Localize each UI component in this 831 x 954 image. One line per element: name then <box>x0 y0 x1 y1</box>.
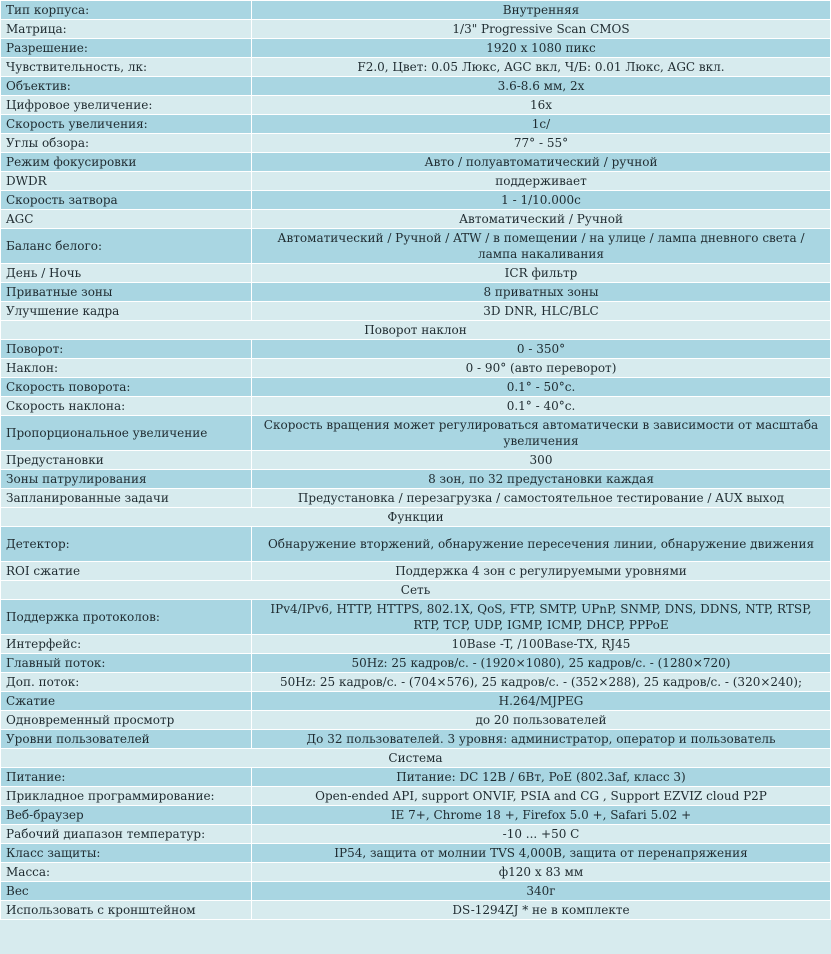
spec-value: 300 <box>252 451 831 470</box>
spec-label: Детектор: <box>1 527 252 562</box>
spec-row <box>1 378 831 397</box>
spec-label: День / Ночь <box>1 264 252 283</box>
spec-value: Автоматический / Ручной / ATW / в помещении / на улице / лампа дневного света / лампа накаливания <box>252 229 831 264</box>
spec-label: Пропорциональное увеличение <box>1 416 252 451</box>
section-header-row <box>1 321 831 340</box>
spec-row <box>1 451 831 470</box>
spec-value: До 32 пользователей. 3 уровня: администратор, оператор и пользователь <box>252 730 831 749</box>
spec-label: Интерфейс: <box>1 635 252 654</box>
spec-value: ф120 x 83 мм <box>252 863 831 882</box>
spec-label: Цифровое увеличение: <box>1 96 252 115</box>
spec-value: 1920 x 1080 пикс <box>252 39 831 58</box>
spec-label: Объектив: <box>1 77 252 96</box>
spec-value: Предустановка / перезагрузка / самостоятельное тестирование / AUX выход <box>252 489 831 508</box>
spec-value: H.264/MJPEG <box>252 692 831 711</box>
spec-value: Поддержка 4 зон с регулируемыми уровнями <box>252 562 831 581</box>
spec-value: Внутренняя <box>252 1 831 20</box>
spec-row <box>1 806 831 825</box>
spec-row <box>1 470 831 489</box>
spec-value: 0 - 90° (авто переворот) <box>252 359 831 378</box>
spec-row <box>1 654 831 673</box>
spec-label: Наклон: <box>1 359 252 378</box>
spec-label: Баланс белого: <box>1 229 252 264</box>
spec-value: 3D DNR, HLC/BLC <box>252 302 831 321</box>
spec-row <box>1 359 831 378</box>
spec-row <box>1 283 831 302</box>
spec-row <box>1 768 831 787</box>
spec-value: Питание: DC 12В / 6Вт, PoE (802.3af, класс 3) <box>252 768 831 787</box>
spec-label: Питание: <box>1 768 252 787</box>
spec-row <box>1 96 831 115</box>
spec-value: 0.1° - 40°c. <box>252 397 831 416</box>
spec-label: Предустановки <box>1 451 252 470</box>
spec-label: Разрешение: <box>1 39 252 58</box>
spec-label: Улучшение кадра <box>1 302 252 321</box>
spec-label: Вес <box>1 882 252 901</box>
spec-row <box>1 825 831 844</box>
spec-row <box>1 264 831 283</box>
section-title: Поворот наклон <box>1 321 831 340</box>
spec-label: Сжатие <box>1 692 252 711</box>
spec-value: 8 зон, по 32 предустановки каждая <box>252 470 831 489</box>
spec-value: 0 - 350° <box>252 340 831 359</box>
spec-label: ROI сжатие <box>1 562 252 581</box>
spec-row <box>1 229 831 264</box>
spec-label: Скорость затвора <box>1 191 252 210</box>
spec-row <box>1 191 831 210</box>
spec-label: Одновременный просмотр <box>1 711 252 730</box>
spec-label: AGC <box>1 210 252 229</box>
spec-row <box>1 302 831 321</box>
spec-row <box>1 730 831 749</box>
spec-row <box>1 1 831 20</box>
spec-label: DWDR <box>1 172 252 191</box>
section-header-row <box>1 749 831 768</box>
spec-value: до 20 пользователей <box>252 711 831 730</box>
spec-label: Скорость увеличения: <box>1 115 252 134</box>
spec-row <box>1 77 831 96</box>
spec-value: Open-ended API, support ONVIF, PSIA and CG , Support EZVIZ cloud P2P <box>252 787 831 806</box>
spec-row <box>1 787 831 806</box>
spec-row <box>1 863 831 882</box>
spec-label: Тип корпуса: <box>1 1 252 20</box>
spec-row <box>1 210 831 229</box>
spec-value: 0.1° - 50°c. <box>252 378 831 397</box>
spec-value: 16x <box>252 96 831 115</box>
spec-row <box>1 134 831 153</box>
spec-label: Поддержка протоколов: <box>1 600 252 635</box>
spec-label: Приватные зоны <box>1 283 252 302</box>
spec-label: Чувствительность, лк: <box>1 58 252 77</box>
spec-value: 1/3" Progressive Scan CMOS <box>252 20 831 39</box>
spec-value: 340г <box>252 882 831 901</box>
spec-value: Автоматический / Ручной <box>252 210 831 229</box>
spec-row <box>1 20 831 39</box>
spec-row <box>1 562 831 581</box>
spec-label: Углы обзора: <box>1 134 252 153</box>
spec-value: 8 приватных зоны <box>252 283 831 302</box>
spec-value: 10Base -T, /100Base-TX, RJ45 <box>252 635 831 654</box>
spec-value: 50Hz: 25 кадров/с. - (1920×1080), 25 кадров/с. - (1280×720) <box>252 654 831 673</box>
spec-value: DS-1294ZJ * не в комплекте <box>252 901 831 920</box>
spec-value: Скорость вращения может регулироваться автоматически в зависимости от масштаба увеличения <box>252 416 831 451</box>
spec-label: Скорость поворота: <box>1 378 252 397</box>
spec-row <box>1 600 831 635</box>
spec-label: Использовать с кронштейном <box>1 901 252 920</box>
spec-label: Зоны патрулирования <box>1 470 252 489</box>
spec-row <box>1 115 831 134</box>
spec-label: Матрица: <box>1 20 252 39</box>
spec-table-body <box>1 1 831 920</box>
spec-row <box>1 39 831 58</box>
spec-label: Поворот: <box>1 340 252 359</box>
spec-row <box>1 397 831 416</box>
spec-row <box>1 416 831 451</box>
spec-row <box>1 844 831 863</box>
spec-value: IP54, защита от молнии TVS 4,000В, защита от перенапряжения <box>252 844 831 863</box>
spec-row <box>1 489 831 508</box>
section-title: Функции <box>1 508 831 527</box>
spec-row <box>1 153 831 172</box>
spec-value: -10 ... +50 С <box>252 825 831 844</box>
spec-value: 1с/ <box>252 115 831 134</box>
spec-value: IPv4/IPv6, HTTP, HTTPS, 802.1X, QoS, FTP, SMTP, UPnP, SNMP, DNS, DDNS, NTP, RTSP, RTP, TCP, UDP, IGMP, ICMP, DHCP, PPPoE <box>252 600 831 635</box>
spec-row <box>1 635 831 654</box>
spec-value: 3.6-8.6 мм, 2x <box>252 77 831 96</box>
spec-label: Главный поток: <box>1 654 252 673</box>
spec-value: Авто / полуавтоматический / ручной <box>252 153 831 172</box>
spec-row <box>1 172 831 191</box>
spec-row <box>1 711 831 730</box>
spec-row <box>1 527 831 562</box>
section-title: Сеть <box>1 581 831 600</box>
spec-value: поддерживает <box>252 172 831 191</box>
spec-label: Уровни пользователей <box>1 730 252 749</box>
section-header-row <box>1 581 831 600</box>
spec-row <box>1 882 831 901</box>
spec-value: ICR фильтр <box>252 264 831 283</box>
spec-row <box>1 692 831 711</box>
spec-value: F2.0, Цвет: 0.05 Люкс, AGC вкл, Ч/Б: 0.01 Люкс, AGC вкл. <box>252 58 831 77</box>
spec-value: IE 7+, Chrome 18 +, Firefox 5.0 +, Safari 5.02 + <box>252 806 831 825</box>
spec-label: Рабочий диапазон температур: <box>1 825 252 844</box>
spec-label: Доп. поток: <box>1 673 252 692</box>
spec-label: Запланированные задачи <box>1 489 252 508</box>
spec-row <box>1 340 831 359</box>
spec-label: Класс защиты: <box>1 844 252 863</box>
spec-label: Веб-браузер <box>1 806 252 825</box>
section-title: Система <box>1 749 831 768</box>
spec-value: Обнаружение вторжений, обнаружение пересечения линии, обнаружение движения <box>252 527 831 562</box>
spec-value: 50Hz: 25 кадров/с. - (704×576), 25 кадров/с. - (352×288), 25 кадров/с. - (320×240); <box>252 673 831 692</box>
spec-value: 77° - 55° <box>252 134 831 153</box>
section-header-row <box>1 508 831 527</box>
spec-row <box>1 58 831 77</box>
spec-row <box>1 673 831 692</box>
spec-label: Режим фокусировки <box>1 153 252 172</box>
spec-row <box>1 901 831 920</box>
spec-label: Прикладное программирование: <box>1 787 252 806</box>
spec-label: Масса: <box>1 863 252 882</box>
spec-value: 1 - 1/10.000с <box>252 191 831 210</box>
spec-label: Скорость наклона: <box>1 397 252 416</box>
